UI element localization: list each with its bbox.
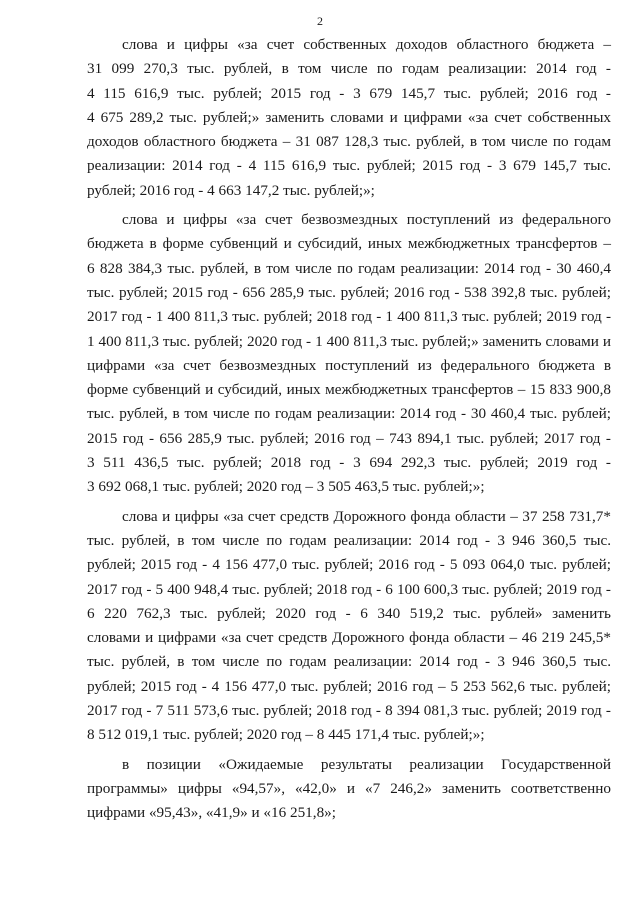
text-line: программы» цифры «94,57», «42,0» и «7 246,2» заменить соответственно [87, 779, 611, 797]
text-line: тыс. рублей; 2015 год - 656 285,9 тыс. рублей; 2016 год - 538 392,8 тыс. рублей; [87, 283, 611, 301]
text-line: реализации: 2014 год - 4 115 616,9 тыс. рублей; 2015 год - 3 679 145,7 тыс. [87, 157, 611, 175]
text-line: рублей; 2016 год - 4 663 147,2 тыс. рублей;»; [87, 181, 375, 199]
paragraph-road-fund [87, 505, 611, 748]
text-line: слова и цифры «за счет собственных доходов областного бюджета – [122, 36, 611, 53]
text-line: 6 220 762,3 тыс. рублей; 2020 год - 6 340 519,2 тыс. рублей» заменить [87, 604, 611, 622]
text-line: 6 828 384,3 тыс. рублей, в том числе по годам реализации: 2014 год - 30 460,4 [87, 259, 611, 277]
text-line: 2017 год - 7 511 573,6 тыс. рублей; 2018 год - 8 394 081,3 тыс. рублей; 2019 год - [87, 702, 611, 720]
text-line: 8 512 019,1 тыс. рублей; 2020 год – 8 445 171,4 тыс. рублей;»; [87, 726, 485, 744]
text-line: в позиции «Ожидаемые результаты реализации Государственной [122, 755, 611, 773]
text-line: 4 675 289,2 тыс. рублей;» заменить словами и цифрами «за счет собственных [87, 108, 611, 126]
text-line: 31 099 270,3 тыс. рублей, в том числе по годам реализации: 2014 год - [87, 60, 611, 78]
text-line: тыс. рублей, в том числе по годам реализации: 2014 год - 3 946 360,5 тыс. [87, 531, 611, 549]
document-body [87, 33, 611, 826]
paragraph-expected-results [87, 753, 611, 826]
page-number: 2 [317, 14, 323, 28]
text-line: словами и цифрами «за счет средств Дорожного фонда области – 46 219 245,5* [87, 629, 611, 647]
text-line: 2015 год - 656 285,9 тыс. рублей; 2016 год – 743 894,1 тыс. рублей; 2017 год - [87, 429, 611, 447]
text-line: слова и цифры «за счет безвозмездных поступлений из федерального [122, 211, 611, 229]
text-line: цифрами «95,43», «41,9» и «16 251,8»; [87, 804, 336, 822]
text-line: слова и цифры «за счет средств Дорожного фонда области – 37 258 731,7* [122, 507, 611, 525]
text-line: цифрами «за счет безвозмездных поступлений из федерального бюджета в [87, 356, 611, 374]
text-line: бюджета в форме субвенций и субсидий, иных межбюджетных трансфертов – [87, 235, 611, 253]
text-line: 2017 год - 1 400 811,3 тыс. рублей; 2018 год - 1 400 811,3 тыс. рублей; 2019 год - [87, 308, 611, 326]
text-line: 3 511 436,5 тыс. рублей; 2018 год - 3 694 292,3 тыс. рублей; 2019 год - [87, 454, 611, 472]
text-line: 4 115 616,9 тыс. рублей; 2015 год - 3 679 145,7 тыс. рублей; 2016 год - [87, 84, 611, 102]
text-line: рублей; 2015 год - 4 156 477,0 тыс. рублей; 2016 год – 5 253 562,6 тыс. рублей; [87, 677, 611, 695]
text-line: 2017 год - 5 400 948,4 тыс. рублей; 2018 год - 6 100 600,3 тыс. рублей; 2019 год - [87, 580, 611, 598]
text-line: тыс. рублей, в том числе по годам реализации: 2014 год - 30 460,4 тыс. рублей; [87, 405, 611, 423]
text-line: доходов областного бюджета – 31 087 128,3 тыс. рублей, в том числе по годам [87, 133, 611, 151]
text-line: форме субвенций и субсидий, иных межбюджетных трансфертов – 15 833 900,8 [87, 381, 611, 399]
text-line: тыс. рублей, в том числе по годам реализации: 2014 год - 3 946 360,5 тыс. [87, 653, 611, 671]
paragraph-regional-budget-funds [87, 33, 611, 203]
text-line: 3 692 068,1 тыс. рублей; 2020 год – 3 505 463,5 тыс. рублей;»; [87, 478, 485, 496]
text-line: 1 400 811,3 тыс. рублей; 2020 год - 1 400 811,3 тыс. рублей;» заменить словами и [87, 332, 611, 350]
text-line: рублей; 2015 год - 4 156 477,0 тыс. рублей; 2016 год - 5 093 064,0 тыс. рублей; [87, 556, 611, 574]
paragraph-federal-transfers [87, 208, 611, 500]
